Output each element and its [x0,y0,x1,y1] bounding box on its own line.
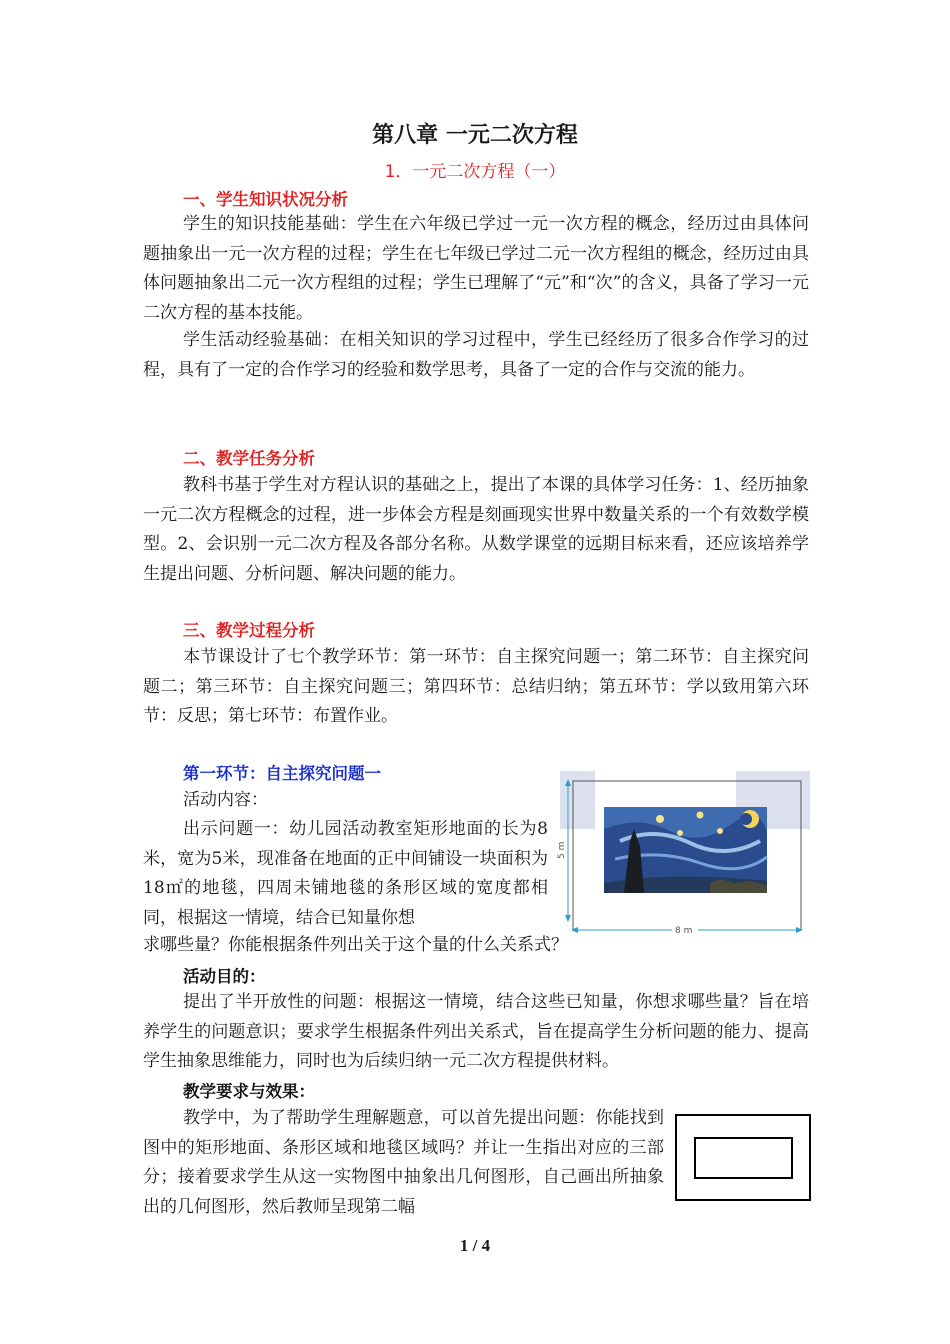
section-heading-2: 二、教学任务分析 [183,449,315,468]
paragraph-process-analysis: 本节课设计了七个教学环节：第一环节：自主探究问题一；第二环节：自主探究问题二；第三环节：自主探究问题三；第四环节：总结归纳；第五环节：学以致用第六环节：反思；第七环节：布置作业。 [143,647,809,726]
activity-purpose-label: 活动目的： [183,967,266,986]
starry-night-carpet [604,807,767,893]
section-heading-1: 一、学生知识状况分析 [183,190,348,209]
strip-region-left [560,771,595,829]
width-label: 5 m [557,841,567,859]
teaching-requirements-text: 教学中，为了帮助学生理解题意，可以首先提出问题：你能找到图中的矩形地面、条形区域和地毯区域吗？并让一生指出对应的三部分；接着要求学生从这一实物图中抽象出几何图形，自己画出所抽象出的几何图形，然后教师呈现第二幅 [143,1108,664,1217]
teaching-requirements-label: 教学要求与效果： [183,1082,315,1101]
activity-content-label: 活动内容： [183,790,268,810]
length-label: 8 m [675,926,693,936]
paragraph-activity-experience: 学生活动经验基础：在相关知识的学习过程中，学生已经经历了很多合作学习的过程，具有了一定的合作学习的经验和数学思考，具备了一定的合作与交流的能力。 [143,330,809,380]
paragraph-knowledge-basis: 学生的知识技能基础：学生在六年级已学过一元一次方程的概念，经历过由具体问题抽象出一元一次方程的过程；学生在七年级已学过二元一次方程组的概念，经历过由具体问题抽象出二元一次方程组的过程；学生已理解了“元”和“次”的含义，具备了学习一元二次方程的基本技能。 [143,214,809,323]
problem-one-question: 求哪些量？你能根据条件列出关于这个量的什么关系式？ [143,935,568,955]
outer-rectangle [676,1115,810,1200]
problem-one-text: 出示问题一：幼儿园活动教室矩形地面的长为8米，宽为5米，现准备在地面的正中间铺设一块面积为18㎡的地毯，四周未铺地毯的条形区域的宽度都相同，根据这一情境，结合已知量你想 [143,819,548,928]
page-number: 1 / 4 [459,1236,491,1255]
activity-purpose-text: 提出了半开放性的问题：根据这一情境，结合这些已知量，你想求哪些量？旨在培养学生的问题意识；要求学生根据条件列出关系式，旨在提高学生分析问题的能力、提高学生抽象思维能力，同时也为后续归纳一元二次方程提供材料。 [143,992,809,1071]
inner-rectangle [695,1138,792,1178]
step1-heading: 第一环节：自主探究问题一 [183,764,381,783]
paragraph-task-analysis: 教科书基于学生对方程认识的基础之上，提出了本课的具体学习任务：1、经历抽象一元二次方程概念的过程，进一步体会方程是刻画现实世界中数量关系的一个有效数学模型。2、会识别一元二次方程及各部分名称。从数学课堂的远期目标来看，还应该培养学生提出问题、分析问题、解决问题的能力。 [143,475,809,584]
section-heading-3: 三、教学过程分析 [183,621,315,640]
carpet-room-figure [557,771,810,941]
lesson-title: 1．一元二次方程（一） [384,162,566,182]
chapter-title: 第八章 一元二次方程 [372,123,578,148]
abstract-rectangles-figure [674,1113,814,1203]
